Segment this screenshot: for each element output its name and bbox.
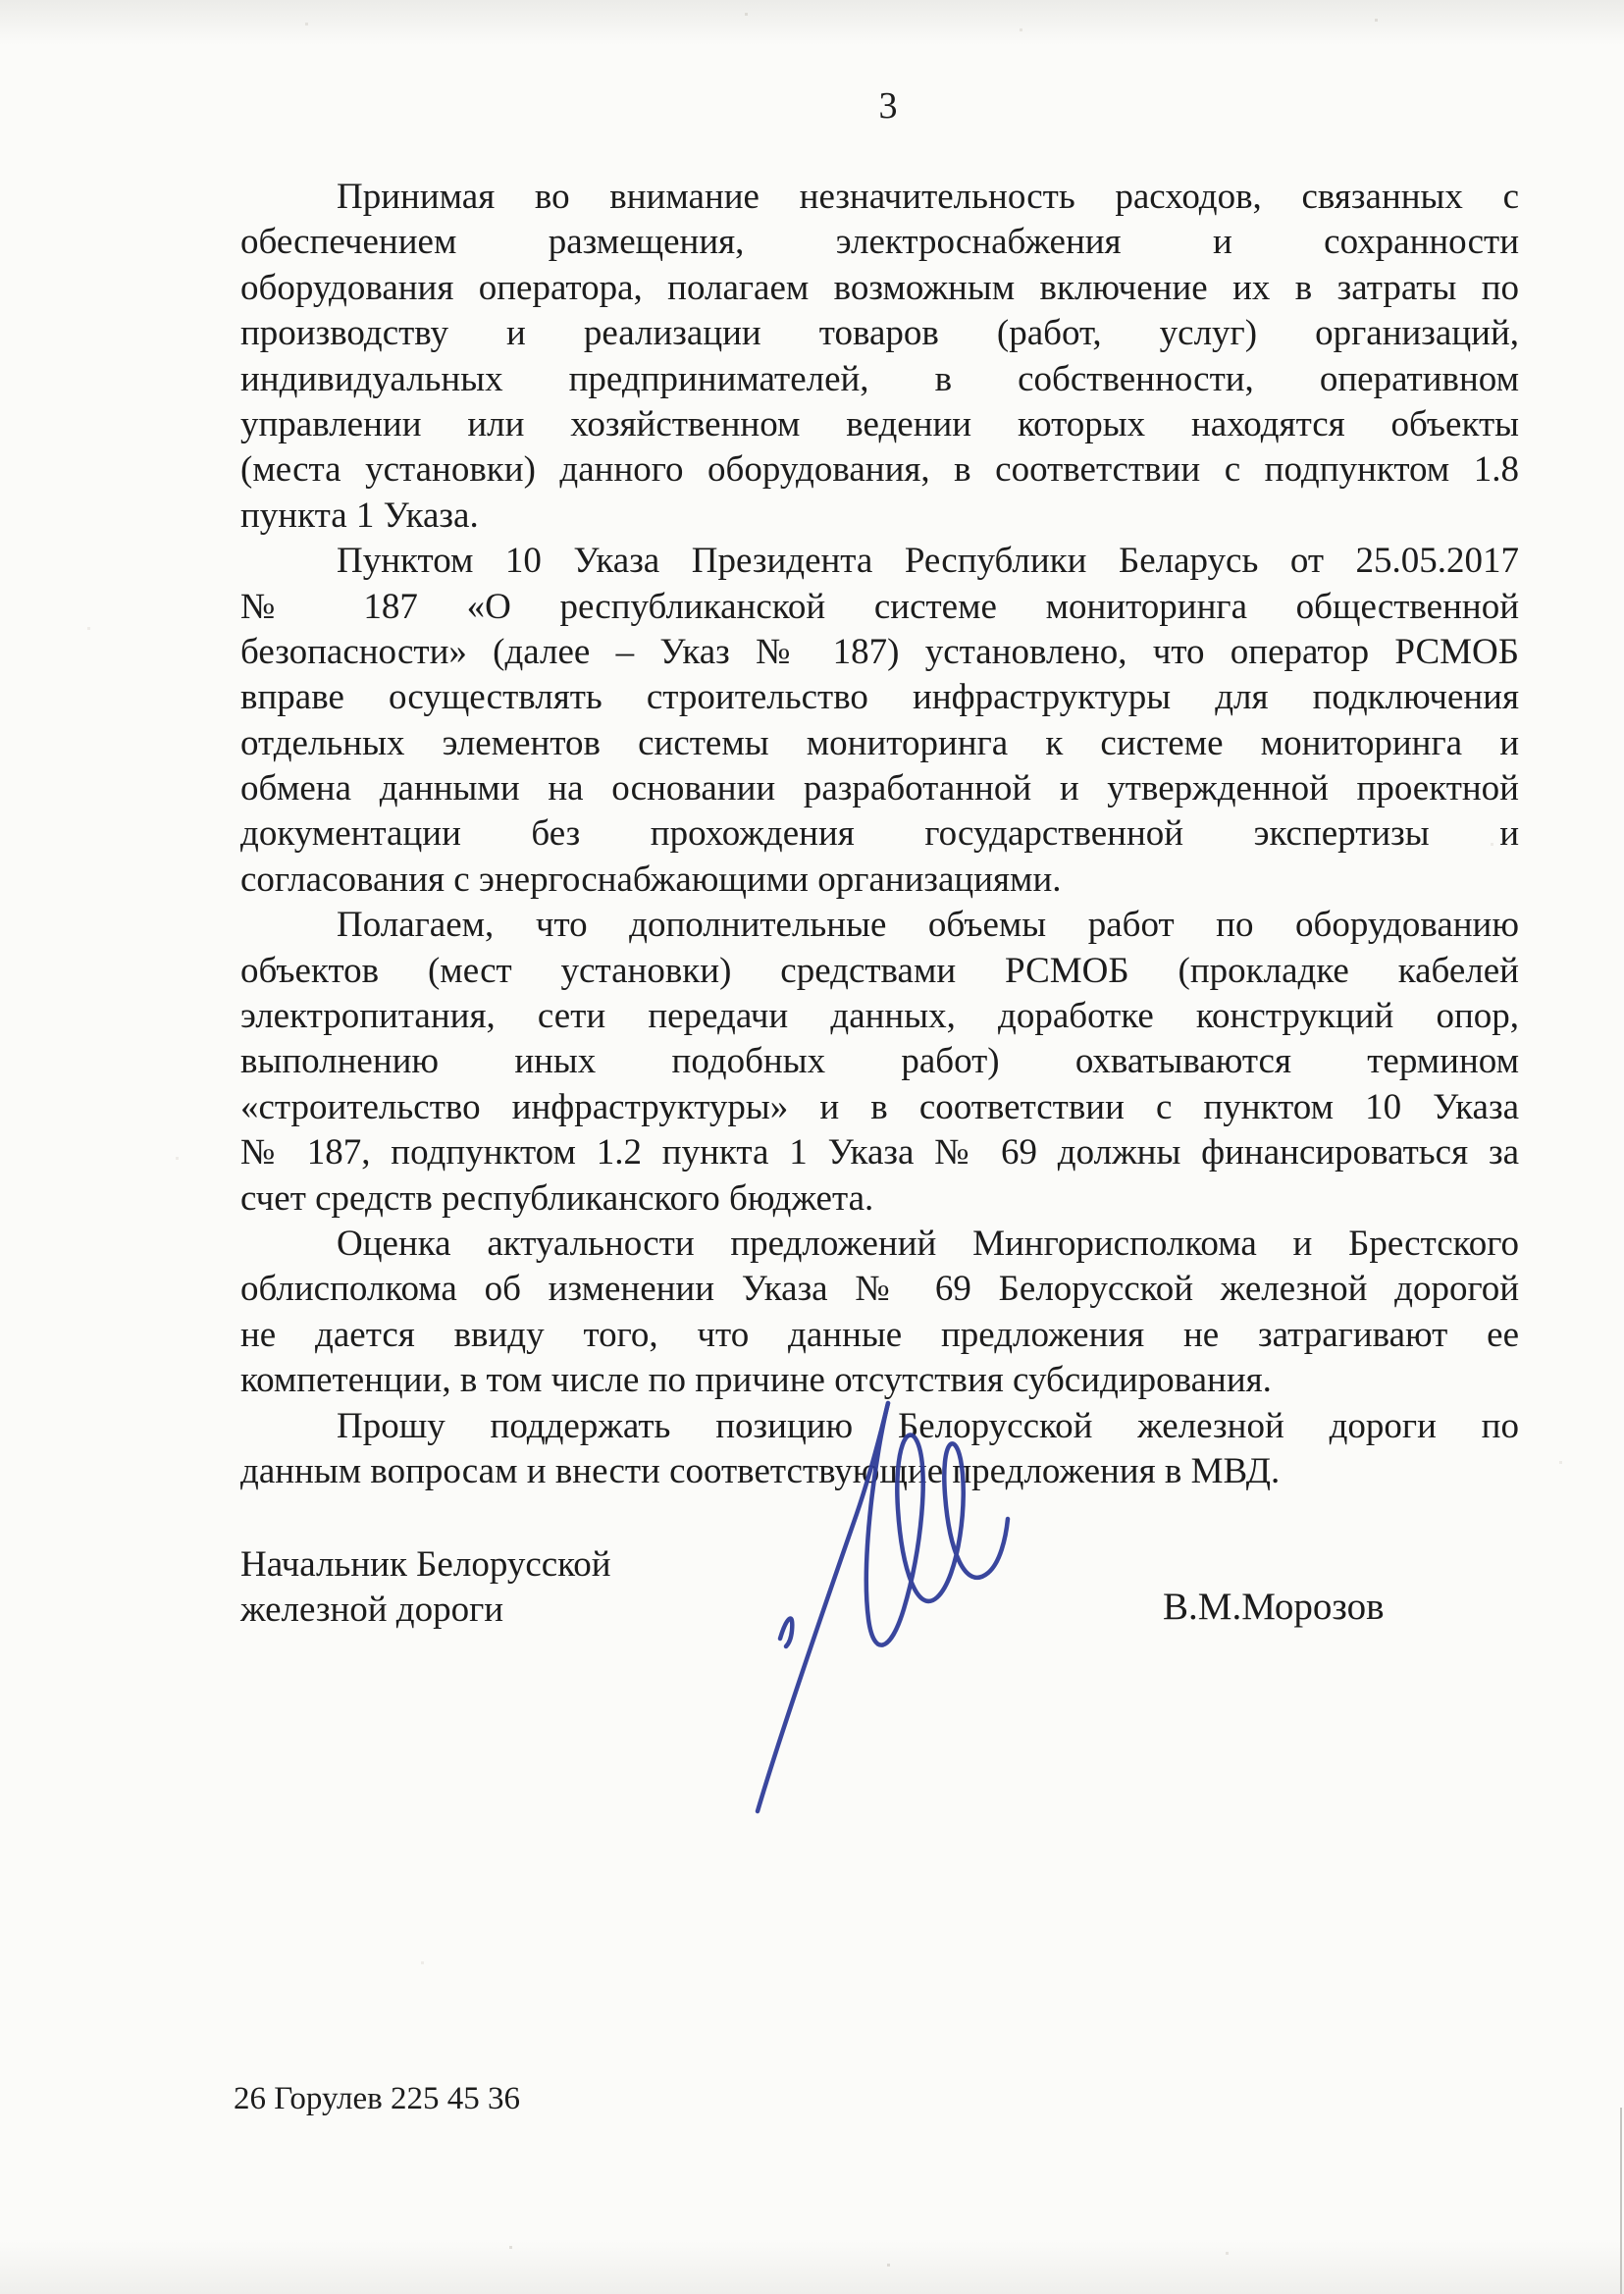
text-line: электропитания, сети передачи данных, доработке конструкций опор, bbox=[240, 996, 1519, 1037]
text-line: облисполкома об изменении Указа № 69 Белорусской железной дорогой bbox=[240, 1269, 1519, 1310]
text-line: № 187 «О республиканской системе мониторинга общественной bbox=[240, 586, 1519, 627]
paragraph bbox=[240, 903, 1519, 1222]
text-line: вправе осуществлять строительство инфраструктуры для подключения bbox=[240, 677, 1519, 718]
paragraph bbox=[240, 1404, 1519, 1495]
signer-name: В.М.Морозов bbox=[1163, 1586, 1385, 1628]
scan-noise-bottom bbox=[0, 2241, 1624, 2294]
signer-position-line2: железной дороги bbox=[240, 1590, 504, 1631]
text-line: объектов (мест установки) средствами РСМОБ (прокладке кабелей bbox=[240, 950, 1519, 991]
text-line: оборудования оператора, полагаем возможным включение их в затраты по bbox=[240, 267, 1519, 308]
text-line: пункта 1 Указа. bbox=[240, 495, 479, 536]
text-line: обмена данными на основании разработанной и утвержденной проектной bbox=[240, 768, 1519, 809]
text-line: Пунктом 10 Указа Президента Республики Беларусь от 25.05.2017 bbox=[337, 541, 1519, 582]
text-line: компетенции, в том числе по причине отсутствия субсидирования. bbox=[240, 1360, 1272, 1401]
page-number: 3 bbox=[878, 85, 898, 127]
text-line: (места установки) данного оборудования, в соответствии с подпунктом 1.8 bbox=[240, 449, 1519, 491]
text-line: выполнению иных подобных работ) охватываются термином bbox=[240, 1041, 1519, 1082]
text-line: Полагаем, что дополнительные объемы работ по оборудованию bbox=[337, 905, 1519, 946]
paragraph bbox=[240, 539, 1519, 903]
text-line: производству и реализации товаров (работ, услуг) организаций, bbox=[240, 313, 1519, 354]
document-body bbox=[240, 175, 1519, 1494]
text-line: данным вопросам и внести соответствующие предложения в МВД. bbox=[240, 1450, 1281, 1491]
scan-speckles bbox=[0, 0, 1, 1]
paragraph bbox=[240, 1222, 1519, 1404]
signer-position-title bbox=[240, 1542, 611, 1634]
text-line: индивидуальных предпринимателей, в собственности, оперативном bbox=[240, 358, 1519, 399]
text-line: безопасности» (далее – Указ № 187) установлено, что оператор РСМОБ bbox=[240, 631, 1519, 672]
text-line: обеспечением размещения, электроснабжения и сохранности bbox=[240, 222, 1519, 263]
text-line: документации без прохождения государственной экспертизы и bbox=[240, 813, 1519, 855]
text-line: Оценка актуальности предложений Мингорисполкома и Брестского bbox=[337, 1223, 1519, 1264]
text-line: Прошу поддержать позицию Белорусской железной дороги по bbox=[337, 1405, 1519, 1446]
signer-position-line1: Начальник Белорусской bbox=[240, 1544, 611, 1585]
text-line: № 187, подпунктом 1.2 пункта 1 Указа № 69 должны финансироваться за bbox=[240, 1132, 1519, 1173]
text-line: «строительство инфраструктуры» и в соответствии с пунктом 10 Указа bbox=[240, 1086, 1519, 1127]
text-line: счет средств республиканского бюджета. bbox=[240, 1177, 874, 1219]
text-line: Принимая во внимание незначительность расходов, связанных с bbox=[337, 177, 1519, 217]
text-line: не дается ввиду того, что данные предложения не затрагивают ее bbox=[240, 1314, 1519, 1355]
text-line: согласования с энергоснабжающими организациями. bbox=[240, 859, 1062, 900]
footer-executor-note: 26 Горулев 225 45 36 bbox=[234, 2081, 520, 2116]
scan-edge-artifact bbox=[1620, 2108, 1622, 2294]
scan-noise-top bbox=[0, 0, 1624, 45]
text-line: управлении или хозяйственном ведении которых находятся объекты bbox=[240, 403, 1519, 444]
paragraph bbox=[240, 175, 1519, 539]
text-line: отдельных элементов системы мониторинга к системе мониторинга и bbox=[240, 722, 1519, 763]
